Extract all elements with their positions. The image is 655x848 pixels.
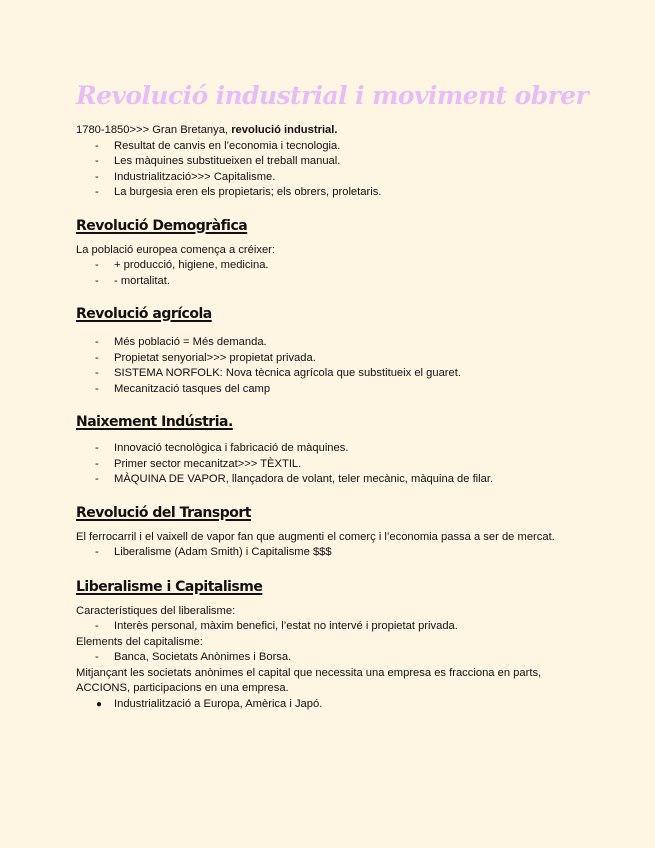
list-item [76, 366, 596, 382]
dash-marker: - [95, 170, 99, 183]
intro-prefix: 1780-1850>>> Gran Bretanya, [76, 124, 232, 136]
dash-marker: - [95, 139, 99, 152]
dash-marker: - [95, 620, 99, 632]
list-item-text: - mortalitat. [114, 274, 170, 287]
section-list [76, 619, 596, 635]
dash-marker: - [95, 367, 99, 379]
section-list [76, 258, 596, 289]
section-list [76, 650, 596, 666]
list-item-text: Propietat senyorial>>> propietat privada. [114, 351, 316, 364]
section-heading: Naixement Indústria. [76, 414, 233, 430]
list-item [76, 154, 596, 170]
section-heading: Revolució Demogràfica [76, 217, 248, 234]
list-item-text: Primer sector mecanitzat>>> TÈXTIL. [114, 457, 302, 470]
section-heading: Revolució del Transport [76, 504, 251, 521]
list-item-text: Mecanització tasques del camp [114, 382, 271, 395]
section-text: Elements del capitalisme: [76, 635, 203, 648]
list-item-text: Les màquines substitueixen el treball manual. [114, 155, 341, 167]
intro-list [76, 139, 596, 201]
list-item [76, 441, 596, 457]
dash-marker: - [95, 259, 99, 271]
intro-line [76, 123, 596, 139]
list-item [76, 139, 596, 155]
intro-block [76, 123, 596, 201]
list-item-text: Més població = Més demanda. [114, 336, 267, 348]
list-item [76, 382, 596, 398]
section-list [76, 335, 596, 397]
bullet-marker: ● [96, 698, 103, 710]
section-list [76, 441, 596, 488]
section-liberalisme [76, 577, 596, 713]
section-text: Característiques del liberalisme: [76, 604, 236, 617]
list-item-text: Industrialització a Europa, Amèrica i Japó. [114, 697, 323, 710]
dash-marker: - [95, 382, 99, 395]
dash-marker: - [95, 186, 99, 198]
dash-marker: - [95, 336, 99, 348]
section-agricola [76, 304, 596, 397]
section-industria [76, 412, 596, 488]
list-item-text: Banca, Societats Anònimes i Borsa. [114, 651, 292, 663]
list-item-text: SISTEMA NORFOLK: Nova tècnica agrícola que substitueix el guaret. [114, 367, 461, 379]
list-item-text: Innovació tecnològica i fabricació de màquines. [114, 442, 349, 454]
list-item-text: MÀQUINA DE VAPOR, llançadora de volant, teler mecànic, màquina de filar. [114, 473, 494, 485]
section-heading: Liberalisme i Capitalisme [76, 578, 263, 595]
dash-marker: - [95, 546, 99, 558]
list-item [76, 697, 596, 713]
section-text: La població europea comença a créixer: [76, 243, 276, 256]
section-list [76, 545, 596, 561]
document-title: Revolució industrial i moviment obrer [76, 81, 589, 110]
list-item-text: Industrialització>>> Capitalisme. [114, 170, 276, 183]
dash-marker: - [95, 155, 99, 167]
intro-bold: revolució industrial. [231, 124, 338, 136]
document-page [76, 80, 596, 712]
list-item [76, 335, 596, 351]
list-item [76, 650, 596, 666]
list-item-text: La burgesia eren els propietaris; els obrers, proletaris. [114, 186, 382, 198]
list-item-text: Interès personal, màxim benefici, l’estat no intervé i propietat privada. [114, 620, 458, 632]
list-item-text: Liberalisme (Adam Smith) i Capitalisme $$$ [114, 546, 332, 558]
list-item [76, 545, 596, 561]
list-item [76, 457, 596, 473]
dash-marker: - [95, 651, 99, 663]
section-heading: Revolució agrícola [76, 306, 212, 322]
dash-marker: - [95, 473, 99, 485]
list-item [76, 274, 596, 290]
list-item [76, 472, 596, 488]
dash-marker: - [95, 274, 99, 287]
section-text: Mitjançant les societats anònimes el capital que necessita una empresa es fracciona en parts, ACCIONS, participacions en una empresa. [76, 666, 542, 694]
list-item [76, 258, 596, 274]
list-item [76, 170, 596, 186]
list-item-text: + producció, higiene, medicina. [114, 259, 269, 271]
list-item-text: Resultat de canvis en l’economia i tecnologia. [114, 139, 341, 152]
dash-marker: - [95, 457, 99, 470]
list-item [76, 185, 596, 201]
section-demografica [76, 216, 596, 290]
list-item [76, 351, 596, 367]
bullet-list [76, 697, 596, 713]
section-text: El ferrocarril i el vaixell de vapor fan que augmenti el comerç i l’economia passa a ser de mercat. [76, 530, 555, 543]
section-transport [76, 503, 596, 561]
dash-marker: - [95, 351, 99, 364]
list-item [76, 619, 596, 635]
dash-marker: - [95, 442, 99, 454]
